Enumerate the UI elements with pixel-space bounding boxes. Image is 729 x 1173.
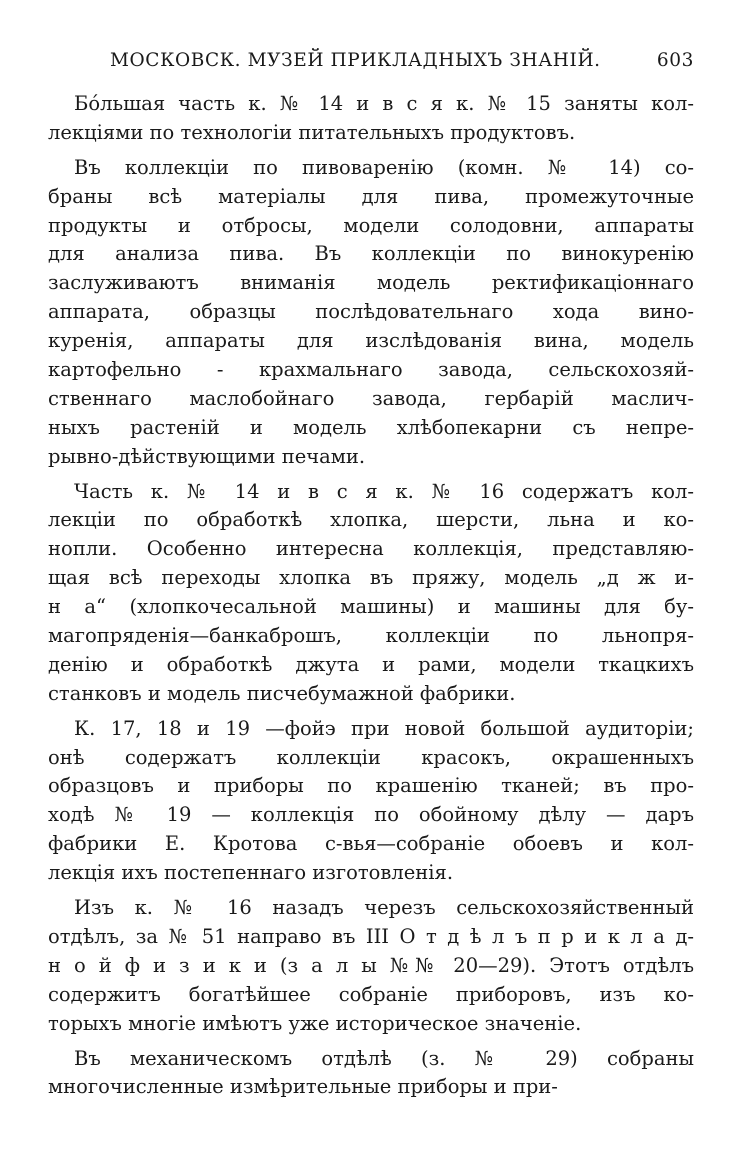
text-line: отдѣлъ, за № 51 направо въ III О т д ѣ л ъ п р и к л а д- [48,924,694,948]
header-title: МОСКОВСК. МУЗЕЙ ПРИКЛАДНЫХЪ ЗНАНІЙ. [110,50,601,71]
text-line: ходѣ № 19 — коллекція по обойному дѣлу — даръ [48,803,694,827]
text-line: для анализа пива. Въ коллекціи по винокуренію [48,242,694,266]
paragraph [48,894,694,1038]
book-page [48,50,694,1108]
paragraph [48,478,694,709]
text-line: многочисленные измѣрительные приборы и при- [48,1075,558,1099]
text-line: Изъ к. № 16 назадъ черезъ сельскохозяйственный [74,896,694,920]
text-line: содержитъ богатѣйшее собраніе приборовъ, изъ ко- [48,982,694,1006]
paragraph [48,154,694,472]
text-line: станковъ и модель писчебумажной фабрики. [48,681,516,705]
text-line: магопряденія—банкаброшъ, коллекціи по льнопря- [48,624,694,648]
running-header [110,50,694,90]
paragraph [48,90,694,148]
text-line: куренія, аппараты для изслѣдованія вина, модель [48,329,694,353]
text-line: лекціями по технологіи питательныхъ продуктовъ. [48,120,576,144]
text-line: Часть к. № 14 и в с я к. № 16 содержатъ кол- [74,479,694,503]
page-number: 603 [656,50,694,71]
text-line: ственнаго маслобойнаго завода, гербарій маслич- [48,386,694,410]
text-line: лекція ихъ постепеннаго изготовленія. [48,861,454,885]
body-text [48,90,694,1102]
text-line: н о й ф и з и к и (з а л ы №№ 20—29). Этотъ отдѣлъ [48,953,694,977]
text-line: щая всѣ переходы хлопка въ пряжу, модель „д ж и- [48,566,694,590]
text-line: браны всѣ матеріалы для пива, промежуточные [48,184,694,208]
text-line: заслуживаютъ вниманія модель ректификаціоннаго [48,271,694,295]
text-line: Бóльшая часть к. № 14 и в с я к. № 15 заняты кол- [74,92,694,115]
text-line: К. 17, 18 и 19 —фойэ при новой большой аудиторіи; [74,716,694,740]
text-line: образцовъ и приборы по крашенію тканей; въ про- [48,774,694,798]
paragraph [48,1045,694,1103]
text-line: продукты и отбросы, модели солодовни, аппараты [48,213,694,237]
text-line: н а“ (хлопкочесальной машины) и машины для бу- [48,595,694,619]
text-line: ныхъ растеній и модель хлѣбопекарни съ непре- [48,415,694,439]
text-line: лекціи по обработкѣ хлопка, шерсти, льна и ко- [48,508,694,532]
text-line: Въ коллекціи по пивоваренію (комн. № 14) со- [74,155,694,179]
text-line: аппарата, образцы послѣдовательнаго хода вино- [48,300,694,324]
text-line: рывно-дѣйствующими печами. [48,444,366,468]
text-line: Въ механическомъ отдѣлѣ (з. № 29) собраны [74,1046,694,1070]
text-line: фабрики Е. Кротова с-вья—собраніе обоевъ и кол- [48,832,694,856]
text-line: онѣ содержатъ коллекціи красокъ, окрашенныхъ [48,745,694,769]
text-line: торыхъ многіе имѣютъ уже историческое значеніе. [48,1011,582,1035]
text-line: денію и обработкѣ джута и рами, модели ткацкихъ [48,652,694,676]
text-line: картофельно - крахмальнаго завода, сельскохозяй- [48,358,694,382]
paragraph [48,715,694,888]
text-line: нопли. Особенно интересна коллекція, представляю- [48,537,694,561]
